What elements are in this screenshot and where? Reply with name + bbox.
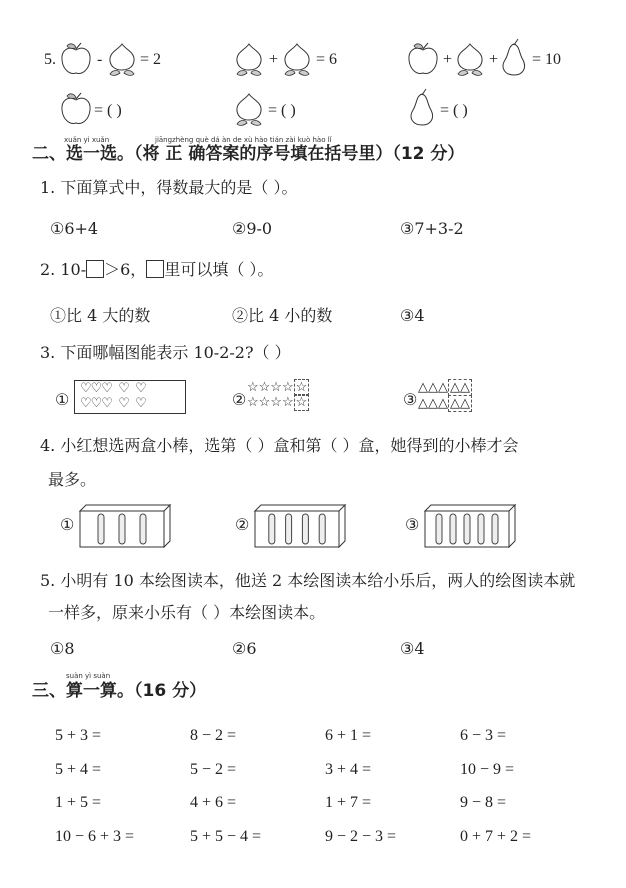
stick: [319, 514, 325, 544]
apple-icon: [60, 92, 94, 128]
pinyin: xuǎn yi xuǎn: [64, 136, 110, 144]
answer-blank-peach[interactable]: = ( ): [268, 102, 296, 119]
operator: -: [97, 51, 103, 68]
section-title: 三、算一算。（16 分）: [32, 681, 207, 701]
stick: [436, 514, 442, 544]
star-icons: ☆☆☆☆ ☆ ☆☆☆☆ ☆: [247, 380, 308, 410]
option-2[interactable]: ②6: [232, 639, 257, 658]
stick: [464, 514, 470, 544]
calc-problem[interactable]: 4 + 6 =: [190, 794, 237, 811]
question-4-cont: 最多。: [48, 470, 97, 489]
equation-result: = 10: [532, 51, 562, 68]
peach-icon: [454, 42, 488, 78]
stick: [140, 514, 146, 544]
stick: [98, 514, 104, 544]
calc-problem[interactable]: 6 − 3 =: [460, 727, 507, 744]
question-5-cont: 一样多，原来小乐有（ ）本绘图读本。: [48, 603, 326, 622]
peach-icon: [281, 42, 315, 78]
triangle-icons: △△△ △△ △△△ △△: [418, 380, 470, 411]
option-3-label[interactable]: ③: [403, 390, 418, 409]
stick-box: [422, 505, 518, 549]
answer-blank-apple[interactable]: = ( ): [94, 102, 122, 119]
pear-icon: [499, 40, 533, 78]
calc-problem[interactable]: 5 − 2 =: [190, 761, 237, 778]
option-1[interactable]: ①8: [50, 639, 75, 658]
pinyin: suàn yì suàn: [66, 672, 111, 680]
calc-problem[interactable]: 1 + 5 =: [55, 794, 102, 811]
peach-icon: [106, 42, 140, 78]
calc-problem[interactable]: 5 + 4 =: [55, 761, 102, 778]
operator: +: [489, 51, 499, 68]
calc-problem[interactable]: 9 − 2 − 3 =: [325, 828, 397, 845]
peach-icon: [233, 42, 267, 78]
operator: +: [443, 51, 453, 68]
stick: [302, 514, 308, 544]
stick: [286, 514, 292, 544]
option-2[interactable]: ②9-0: [232, 219, 273, 238]
question-text: 2. 10-: [40, 260, 87, 279]
option-1-label[interactable]: ①: [60, 515, 75, 534]
option-3[interactable]: ③7+3-2: [400, 219, 464, 238]
stick: [450, 514, 456, 544]
question-text: ＞6，: [104, 260, 147, 279]
equation-result: = 2: [140, 51, 162, 68]
apple-icon: [60, 42, 94, 78]
option-2-label[interactable]: ②: [235, 515, 250, 534]
calc-problem[interactable]: 0 + 7 + 2 =: [460, 828, 532, 845]
equation-result: = 6: [316, 51, 338, 68]
stick: [492, 514, 498, 544]
calc-problem[interactable]: 6 + 1 =: [325, 727, 372, 744]
option-2[interactable]: ②比 4 小的数: [232, 306, 333, 325]
option-1[interactable]: ①6+4: [50, 219, 99, 238]
blank-square: [86, 260, 104, 278]
peach-icon: [233, 92, 267, 128]
option-3[interactable]: ③4: [400, 639, 425, 658]
option-1-label[interactable]: ①: [55, 390, 70, 409]
question-text: 里可以填（ ）。: [164, 260, 274, 279]
option-1[interactable]: ①比 4 大的数: [50, 306, 151, 325]
apple-icon: [407, 42, 441, 78]
calc-problem[interactable]: 8 − 2 =: [190, 727, 237, 744]
stick-box: [77, 505, 173, 549]
stick: [269, 514, 275, 544]
pear-icon: [407, 90, 441, 128]
calc-problem[interactable]: 5 + 3 =: [55, 727, 102, 744]
calc-problem[interactable]: 3 + 4 =: [325, 761, 372, 778]
heart-icons: ♡♡♡ ♡ ♡ ♡♡♡ ♡ ♡: [80, 381, 146, 411]
option-3[interactable]: ③4: [400, 306, 425, 325]
calc-problem[interactable]: 10 − 6 + 3 =: [55, 828, 135, 845]
question-number: 5.: [44, 51, 56, 68]
operator: +: [269, 51, 279, 68]
question-3: 3. 下面哪幅图能表示 10-2-2?（ ）: [40, 343, 291, 362]
question-5: 5. 小明有 10 本绘图读本，他送 2 本绘图读本给小乐后，两人的绘图读本就: [40, 571, 576, 590]
stick: [119, 514, 125, 544]
option-3-label[interactable]: ③: [405, 515, 420, 534]
calc-problem[interactable]: 9 − 8 =: [460, 794, 507, 811]
blank-square: [146, 260, 164, 278]
stick-box: [252, 505, 348, 549]
option-2-label[interactable]: ②: [232, 390, 247, 409]
stick: [478, 514, 484, 544]
hearts-figure: [74, 380, 186, 414]
question-4: 4. 小红想选两盒小棒，选第（ ）盒和第（ ）盒，她得到的小棒才会: [40, 436, 519, 455]
section-title: 二、选一选。（将 正 确答案的序号填在括号里）（12 分）: [32, 144, 465, 164]
question-2: [40, 260, 273, 280]
calc-problem[interactable]: 10 − 9 =: [460, 761, 515, 778]
question-1: 1. 下面算式中，得数最大的是（ ）。: [40, 178, 298, 197]
pinyin: jiāngzhèng què dá àn de xù hào tián zài kuò hào lǐ: [155, 136, 332, 144]
calc-problem[interactable]: 1 + 7 =: [325, 794, 372, 811]
calc-problem[interactable]: 5 + 5 − 4 =: [190, 828, 262, 845]
answer-blank-pear[interactable]: = ( ): [440, 102, 468, 119]
